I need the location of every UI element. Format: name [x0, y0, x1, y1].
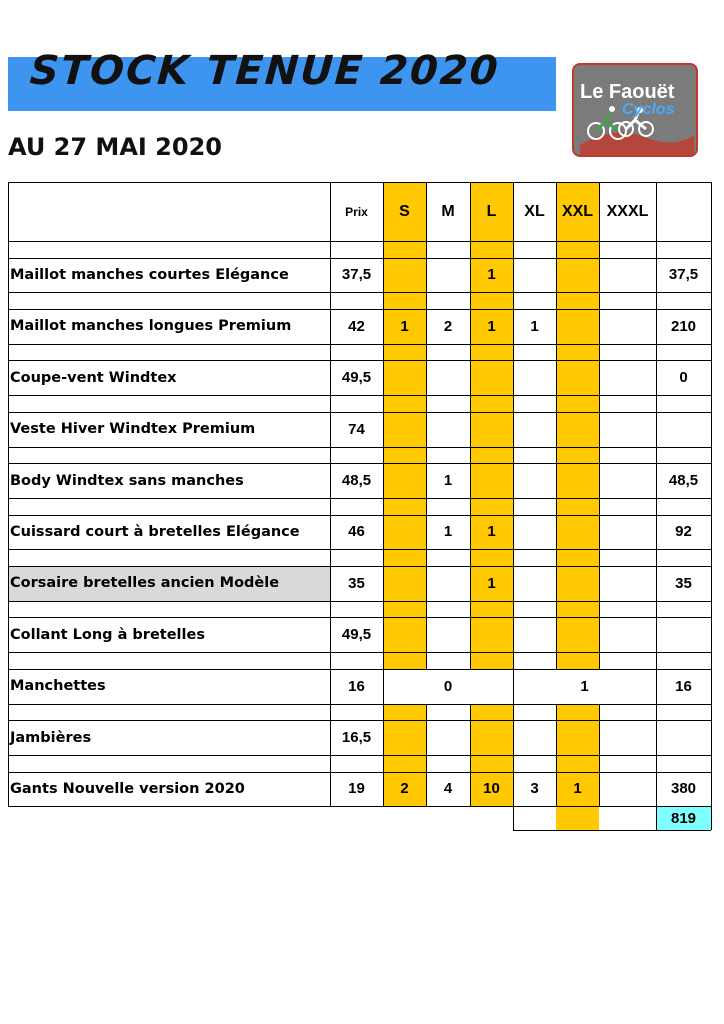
- row-total: 37,5: [668, 266, 699, 284]
- qty-s: [383, 412, 426, 447]
- page-title: STOCK TENUE 2020: [28, 48, 502, 94]
- grid-line: [513, 182, 514, 806]
- product-name: Maillot manches longues Premium: [10, 318, 292, 335]
- qty-xxl: [556, 463, 599, 498]
- qty-xxxl: [599, 463, 656, 498]
- grid-line: [330, 182, 331, 806]
- merged-qty: 0: [443, 677, 453, 695]
- qty-xl: [513, 720, 556, 755]
- product-price: 46: [348, 523, 365, 541]
- qty-xl: [513, 360, 556, 395]
- grid-line: [8, 652, 711, 653]
- qty-xxl: [556, 566, 599, 601]
- qty-xl: [513, 617, 556, 652]
- product-name: Collant Long à bretelles: [10, 626, 205, 643]
- grid-line: [383, 182, 384, 806]
- header-prix: Prix: [345, 204, 368, 219]
- row-total: [656, 617, 711, 652]
- grid-line: [8, 412, 711, 413]
- product-price: 42: [348, 317, 365, 335]
- qty-l: [470, 463, 513, 498]
- qty-xxl: [556, 617, 599, 652]
- grid-line: [8, 447, 711, 448]
- product-name: Manchettes: [10, 678, 106, 695]
- qty-s: [383, 566, 426, 601]
- header-size-s: S: [399, 202, 410, 220]
- grid-line: [8, 720, 711, 721]
- qty-s: [383, 463, 426, 498]
- row-total: [656, 720, 711, 755]
- product-price: 49,5: [341, 369, 372, 387]
- row-total: 380: [670, 780, 697, 798]
- product-name: Gants Nouvelle version 2020: [10, 780, 245, 797]
- qty-l: [470, 412, 513, 447]
- logo-line1: Le Faouët: [580, 81, 675, 103]
- grid-line: [8, 292, 711, 293]
- qty-s: 2: [400, 780, 409, 798]
- product-name: Cuissard court à bretelles Elégance: [10, 523, 300, 540]
- qty-xxl: [556, 309, 599, 344]
- product-name: Body Windtex sans manches: [10, 472, 244, 489]
- grid-line: [8, 772, 711, 773]
- merged-qty: 1: [580, 677, 589, 695]
- qty-s: [383, 720, 426, 755]
- product-name: Corsaire bretelles ancien Modèle: [10, 575, 280, 592]
- product-price: 48,5: [341, 472, 372, 490]
- grid-line: [8, 360, 711, 361]
- merged-mask: [556, 670, 557, 704]
- merged-mask: [599, 670, 600, 704]
- row-total: 92: [675, 523, 692, 541]
- qty-m: [426, 412, 470, 447]
- grid-line: [513, 806, 514, 830]
- grid-line: [513, 830, 711, 831]
- logo-line2: Cyclos: [622, 101, 675, 118]
- grid-line: [556, 182, 557, 806]
- qty-m: 2: [443, 317, 453, 335]
- qty-xl: 3: [530, 780, 539, 798]
- qty-l: 1: [487, 266, 496, 284]
- grid-line: [8, 515, 711, 516]
- header-size-m: M: [441, 202, 455, 220]
- grid-line: [711, 182, 712, 830]
- merged-mask: [426, 670, 427, 704]
- row-total: 0: [679, 369, 688, 387]
- grid-line: [8, 617, 711, 618]
- qty-s: [383, 515, 426, 550]
- qty-s: [383, 258, 426, 293]
- qty-l: 10: [483, 780, 500, 798]
- header-size-xxl: XXL: [561, 202, 594, 220]
- qty-xxl: 1: [573, 780, 582, 798]
- grid-line: [8, 241, 711, 242]
- product-price: 19: [348, 780, 365, 798]
- qty-xxxl: [599, 309, 656, 344]
- grid-line: [426, 182, 427, 806]
- grid-line: [8, 395, 711, 396]
- grid-line: [8, 806, 711, 807]
- grid-line: [599, 182, 600, 806]
- grid-line: [656, 182, 657, 830]
- row-total: 48,5: [668, 472, 699, 490]
- qty-m: 1: [443, 523, 453, 541]
- grid-line: [8, 566, 711, 567]
- qty-l: [470, 617, 513, 652]
- qty-s: [383, 617, 426, 652]
- qty-l: 1: [487, 523, 496, 541]
- grid-line: [8, 182, 9, 806]
- qty-xxxl: [599, 360, 656, 395]
- grid-line: [8, 601, 711, 602]
- qty-xl: 1: [530, 317, 539, 335]
- qty-s: 1: [400, 317, 409, 335]
- qty-xxxl: [599, 258, 656, 293]
- row-total: [656, 412, 711, 447]
- qty-m: 4: [443, 780, 453, 798]
- qty-xxxl: [599, 515, 656, 550]
- qty-xxxl: [599, 617, 656, 652]
- qty-xxl: [556, 360, 599, 395]
- grid-line: [8, 704, 711, 705]
- page-subtitle: AU 27 MAI 2020: [8, 133, 222, 161]
- grid-line: [8, 258, 711, 259]
- product-price: 37,5: [341, 266, 372, 284]
- qty-xxl: [556, 412, 599, 447]
- qty-xl: [513, 258, 556, 293]
- qty-m: [426, 360, 470, 395]
- grid-line: [8, 344, 711, 345]
- grid-line: [8, 463, 711, 464]
- qty-xxxl: [599, 412, 656, 447]
- qty-l: [470, 720, 513, 755]
- qty-xl: [513, 515, 556, 550]
- grid-line: [8, 669, 711, 670]
- qty-m: [426, 566, 470, 601]
- qty-xxl: [556, 258, 599, 293]
- product-price: 49,5: [341, 626, 372, 644]
- grid-line: [8, 182, 711, 183]
- product-price: 16,5: [341, 729, 372, 747]
- grid-line: [8, 498, 711, 499]
- qty-m: [426, 720, 470, 755]
- product-price: 74: [348, 420, 365, 438]
- qty-m: [426, 258, 470, 293]
- qty-l: [470, 360, 513, 395]
- qty-xxl: [556, 515, 599, 550]
- qty-xxxl: [599, 720, 656, 755]
- qty-xxl: [556, 720, 599, 755]
- row-total: 16: [675, 677, 692, 695]
- qty-s: [383, 360, 426, 395]
- row-total: 35: [675, 574, 692, 592]
- qty-xl: [513, 566, 556, 601]
- qty-xl: [513, 412, 556, 447]
- grid-line: [470, 182, 471, 806]
- product-name: Jambières: [10, 729, 92, 746]
- qty-m: 1: [443, 472, 453, 490]
- header-size-xxxl: XXXL: [606, 202, 649, 220]
- product-name: Coupe-vent Windtex: [10, 369, 177, 386]
- header-size-xl: XL: [524, 202, 545, 220]
- merged-mask: [470, 670, 471, 704]
- row-total: 210: [670, 317, 697, 335]
- grid-line: [8, 755, 711, 756]
- qty-l: 1: [487, 317, 496, 335]
- header-size-l: L: [486, 202, 497, 220]
- product-name: Maillot manches courtes Elégance: [10, 266, 289, 283]
- qty-l: 1: [487, 574, 496, 592]
- grid-line: [8, 549, 711, 550]
- grand-total: 819: [670, 809, 697, 827]
- qty-xxxl: [599, 566, 656, 601]
- product-name: Veste Hiver Windtex Premium: [10, 421, 256, 438]
- qty-m: [426, 617, 470, 652]
- product-price: 16: [348, 677, 365, 695]
- grid-line: [8, 309, 711, 310]
- product-price: 35: [348, 574, 365, 592]
- qty-xl: [513, 463, 556, 498]
- qty-xxxl: [599, 772, 656, 807]
